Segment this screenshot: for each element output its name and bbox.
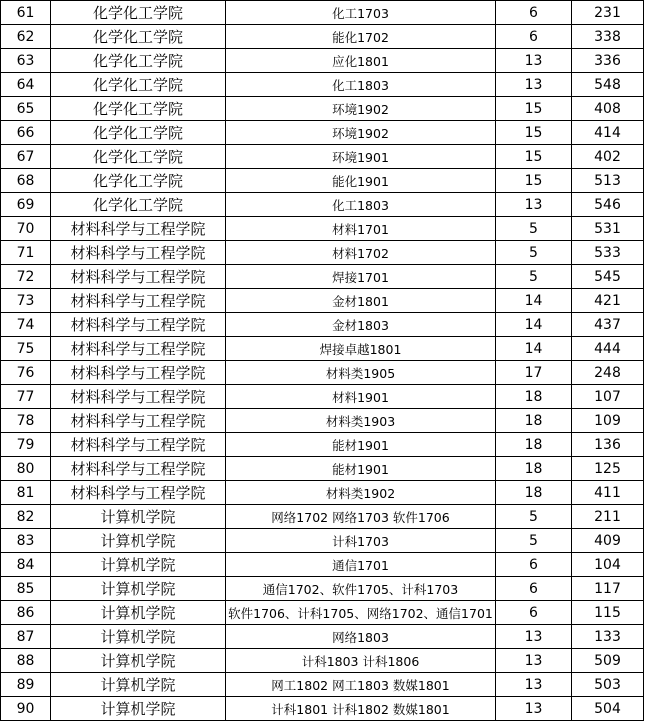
score-cell: 509 xyxy=(572,649,644,673)
count-cell: 6 xyxy=(496,577,572,601)
count-cell: 5 xyxy=(496,505,572,529)
score-cell: 248 xyxy=(572,361,644,385)
score-cell: 338 xyxy=(572,25,644,49)
row-number-cell: 81 xyxy=(1,481,51,505)
college-cell: 化学化工学院 xyxy=(51,121,226,145)
class-cell: 材料类1903 xyxy=(226,409,496,433)
row-number-cell: 64 xyxy=(1,73,51,97)
row-number-cell: 72 xyxy=(1,265,51,289)
table-row xyxy=(1,481,644,505)
class-cell: 应化1801 xyxy=(226,49,496,73)
class-cell: 材料类1905 xyxy=(226,361,496,385)
table-row xyxy=(1,193,644,217)
table-row xyxy=(1,529,644,553)
row-number-cell: 66 xyxy=(1,121,51,145)
table-row xyxy=(1,73,644,97)
class-cell: 焊接1701 xyxy=(226,265,496,289)
count-cell: 6 xyxy=(496,553,572,577)
college-cell: 化学化工学院 xyxy=(51,169,226,193)
class-cell: 焊接卓越1801 xyxy=(226,337,496,361)
score-cell: 402 xyxy=(572,145,644,169)
class-cell: 网络1702 网络1703 软件1706 xyxy=(226,505,496,529)
row-number-cell: 76 xyxy=(1,361,51,385)
class-cell: 环境1902 xyxy=(226,97,496,121)
row-number-cell: 82 xyxy=(1,505,51,529)
table-row xyxy=(1,289,644,313)
score-cell: 409 xyxy=(572,529,644,553)
class-cell: 能化1702 xyxy=(226,25,496,49)
score-cell: 107 xyxy=(572,385,644,409)
college-cell: 材料科学与工程学院 xyxy=(51,409,226,433)
table-row xyxy=(1,649,644,673)
score-cell: 411 xyxy=(572,481,644,505)
row-number-cell: 86 xyxy=(1,601,51,625)
college-cell: 化学化工学院 xyxy=(51,1,226,25)
college-cell: 计算机学院 xyxy=(51,673,226,697)
table-row xyxy=(1,241,644,265)
table-row xyxy=(1,457,644,481)
class-cell: 计科1703 xyxy=(226,529,496,553)
college-cell: 计算机学院 xyxy=(51,625,226,649)
row-number-cell: 62 xyxy=(1,25,51,49)
count-cell: 13 xyxy=(496,625,572,649)
class-cell: 软件1706、计科1705、网络1702、通信1701 xyxy=(226,601,496,625)
class-cell: 通信1701 xyxy=(226,553,496,577)
score-cell: 545 xyxy=(572,265,644,289)
table-row xyxy=(1,553,644,577)
count-cell: 13 xyxy=(496,49,572,73)
table-row xyxy=(1,385,644,409)
class-cell: 环境1901 xyxy=(226,145,496,169)
score-cell: 109 xyxy=(572,409,644,433)
college-cell: 化学化工学院 xyxy=(51,25,226,49)
table-row xyxy=(1,121,644,145)
count-cell: 15 xyxy=(496,121,572,145)
college-cell: 计算机学院 xyxy=(51,529,226,553)
count-cell: 15 xyxy=(496,169,572,193)
count-cell: 18 xyxy=(496,457,572,481)
table-row xyxy=(1,337,644,361)
count-cell: 14 xyxy=(496,289,572,313)
college-cell: 化学化工学院 xyxy=(51,97,226,121)
college-cell: 材料科学与工程学院 xyxy=(51,433,226,457)
row-number-cell: 71 xyxy=(1,241,51,265)
row-number-cell: 87 xyxy=(1,625,51,649)
college-cell: 化学化工学院 xyxy=(51,145,226,169)
table-row xyxy=(1,601,644,625)
score-cell: 444 xyxy=(572,337,644,361)
class-cell: 能化1901 xyxy=(226,169,496,193)
table-row xyxy=(1,97,644,121)
score-cell: 513 xyxy=(572,169,644,193)
class-cell: 材料1701 xyxy=(226,217,496,241)
row-number-cell: 63 xyxy=(1,49,51,73)
count-cell: 18 xyxy=(496,433,572,457)
class-cell: 化工1803 xyxy=(226,73,496,97)
table-row xyxy=(1,673,644,697)
count-cell: 5 xyxy=(496,217,572,241)
score-cell: 125 xyxy=(572,457,644,481)
class-cell: 通信1702、软件1705、计科1703 xyxy=(226,577,496,601)
table-row xyxy=(1,217,644,241)
college-cell: 材料科学与工程学院 xyxy=(51,361,226,385)
count-cell: 13 xyxy=(496,73,572,97)
row-number-cell: 68 xyxy=(1,169,51,193)
count-cell: 5 xyxy=(496,241,572,265)
row-number-cell: 80 xyxy=(1,457,51,481)
class-cell: 材料类1902 xyxy=(226,481,496,505)
row-number-cell: 85 xyxy=(1,577,51,601)
table-row xyxy=(1,505,644,529)
count-cell: 15 xyxy=(496,145,572,169)
count-cell: 14 xyxy=(496,337,572,361)
count-cell: 18 xyxy=(496,481,572,505)
count-cell: 13 xyxy=(496,697,572,721)
class-cell: 材料1901 xyxy=(226,385,496,409)
row-number-cell: 74 xyxy=(1,313,51,337)
row-number-cell: 89 xyxy=(1,673,51,697)
table-row xyxy=(1,145,644,169)
row-number-cell: 88 xyxy=(1,649,51,673)
row-number-cell: 90 xyxy=(1,697,51,721)
row-number-cell: 83 xyxy=(1,529,51,553)
row-number-cell: 84 xyxy=(1,553,51,577)
table-row xyxy=(1,433,644,457)
score-cell: 117 xyxy=(572,577,644,601)
college-cell: 化学化工学院 xyxy=(51,73,226,97)
score-cell: 414 xyxy=(572,121,644,145)
count-cell: 14 xyxy=(496,313,572,337)
table-row xyxy=(1,697,644,721)
class-cell: 化工1803 xyxy=(226,193,496,217)
row-number-cell: 78 xyxy=(1,409,51,433)
college-cell: 材料科学与工程学院 xyxy=(51,337,226,361)
count-cell: 13 xyxy=(496,649,572,673)
row-number-cell: 75 xyxy=(1,337,51,361)
college-cell: 材料科学与工程学院 xyxy=(51,241,226,265)
class-cell: 计科1801 计科1802 数媒1801 xyxy=(226,697,496,721)
score-cell: 546 xyxy=(572,193,644,217)
college-cell: 化学化工学院 xyxy=(51,49,226,73)
score-cell: 136 xyxy=(572,433,644,457)
row-number-cell: 70 xyxy=(1,217,51,241)
college-cell: 计算机学院 xyxy=(51,505,226,529)
class-cell: 金材1803 xyxy=(226,313,496,337)
score-cell: 421 xyxy=(572,289,644,313)
college-cell: 计算机学院 xyxy=(51,601,226,625)
row-number-cell: 67 xyxy=(1,145,51,169)
score-cell: 533 xyxy=(572,241,644,265)
college-cell: 计算机学院 xyxy=(51,697,226,721)
score-cell: 115 xyxy=(572,601,644,625)
score-cell: 133 xyxy=(572,625,644,649)
score-cell: 231 xyxy=(572,1,644,25)
row-number-cell: 79 xyxy=(1,433,51,457)
table-body xyxy=(1,1,644,721)
class-cell: 网络1803 xyxy=(226,625,496,649)
college-cell: 化学化工学院 xyxy=(51,193,226,217)
row-number-cell: 65 xyxy=(1,97,51,121)
score-cell: 503 xyxy=(572,673,644,697)
college-cell: 材料科学与工程学院 xyxy=(51,289,226,313)
row-number-cell: 73 xyxy=(1,289,51,313)
table-row xyxy=(1,25,644,49)
count-cell: 6 xyxy=(496,601,572,625)
college-cell: 材料科学与工程学院 xyxy=(51,265,226,289)
score-cell: 531 xyxy=(572,217,644,241)
count-cell: 18 xyxy=(496,385,572,409)
college-cell: 材料科学与工程学院 xyxy=(51,457,226,481)
count-cell: 5 xyxy=(496,265,572,289)
score-cell: 504 xyxy=(572,697,644,721)
count-cell: 18 xyxy=(496,409,572,433)
count-cell: 17 xyxy=(496,361,572,385)
college-cell: 材料科学与工程学院 xyxy=(51,313,226,337)
class-cell: 金材1801 xyxy=(226,289,496,313)
count-cell: 13 xyxy=(496,673,572,697)
row-number-cell: 61 xyxy=(1,1,51,25)
table-row xyxy=(1,265,644,289)
class-cell: 能材1901 xyxy=(226,433,496,457)
table-row xyxy=(1,1,644,25)
score-cell: 408 xyxy=(572,97,644,121)
table-row xyxy=(1,49,644,73)
table-row xyxy=(1,409,644,433)
score-cell: 548 xyxy=(572,73,644,97)
class-cell: 化工1703 xyxy=(226,1,496,25)
table-row xyxy=(1,625,644,649)
college-cell: 计算机学院 xyxy=(51,649,226,673)
count-cell: 6 xyxy=(496,25,572,49)
college-cell: 材料科学与工程学院 xyxy=(51,481,226,505)
count-cell: 6 xyxy=(496,1,572,25)
college-cell: 材料科学与工程学院 xyxy=(51,385,226,409)
score-cell: 104 xyxy=(572,553,644,577)
college-cell: 计算机学院 xyxy=(51,553,226,577)
table-row xyxy=(1,577,644,601)
row-number-cell: 77 xyxy=(1,385,51,409)
count-cell: 5 xyxy=(496,529,572,553)
class-cell: 网工1802 网工1803 数媒1801 xyxy=(226,673,496,697)
score-cell: 211 xyxy=(572,505,644,529)
table-row xyxy=(1,313,644,337)
table-row xyxy=(1,169,644,193)
class-cell: 环境1902 xyxy=(226,121,496,145)
college-cell: 计算机学院 xyxy=(51,577,226,601)
row-number-cell: 69 xyxy=(1,193,51,217)
college-cell: 材料科学与工程学院 xyxy=(51,217,226,241)
table-row xyxy=(1,361,644,385)
count-cell: 13 xyxy=(496,193,572,217)
score-cell: 437 xyxy=(572,313,644,337)
score-cell: 336 xyxy=(572,49,644,73)
class-cell: 材料1702 xyxy=(226,241,496,265)
count-cell: 15 xyxy=(496,97,572,121)
class-cell: 能材1901 xyxy=(226,457,496,481)
class-cell: 计科1803 计科1806 xyxy=(226,649,496,673)
